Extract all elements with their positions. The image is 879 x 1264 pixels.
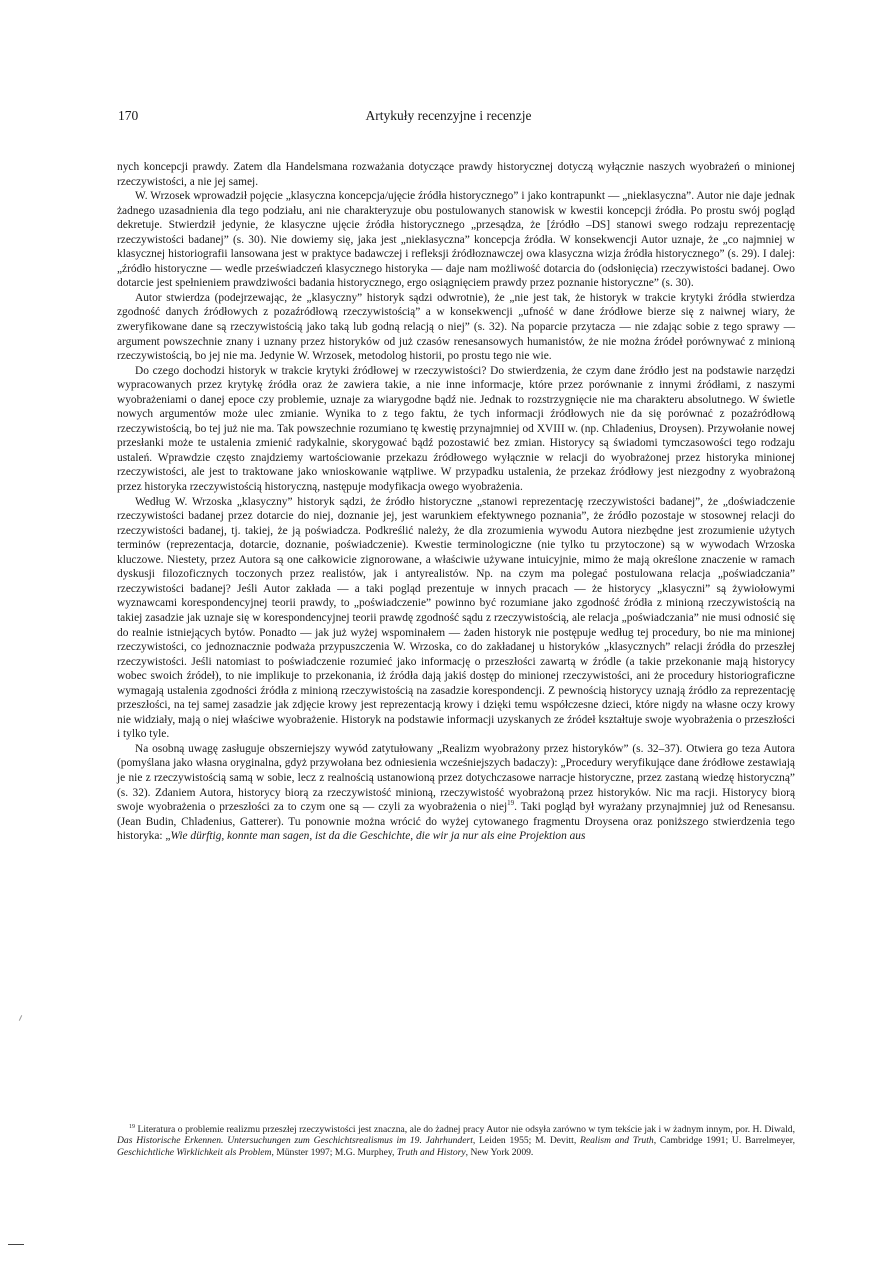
footnote-title: Realism and Truth (580, 1135, 654, 1147)
running-head: Artykuły recenzyjne i recenzje (365, 108, 532, 123)
paragraph: Do czego dochodzi historyk w trakcie krytyki źródłowej w rzeczywistości? Do stwierdzenia, że czym dane źródło jest na podstawie narzędzi wypracowanych przez krytykę źródła oraz że zawiera takie, a nie inne informacje, które przez porównanie z innymi źródłami, z naszymi wyobrażeniami o danej epoce czy problemie, uznaje za wiarygodne bądź nie. Jednak to rozstrzygnięcie nie ma charakteru absolutnego. W świetle nowych argumentów może ulec zmianie. Wynika to z tego faktu, że tych informacji źródłowych nie da się porównać z pozaźródłową rzeczywistością, bo tej już nie ma. Tak powszechnie rozumiano tę kwestię przynajmniej od XVIII w. (np. Chladenius, Droysen). Przywołanie nowej przesłanki może te ustalenia zmienić radykalnie, skorygować bądź pozostawić bez zmian. Historycy są świadomi tymczasowości tego rodzaju ustaleń. Wprawdzie często znajdziemy wartościowanie przekazu źródłowego wyłącznie w relacji do wyobrażonej przez historyka minionej rzeczywistości, ale jest to traktowane jako wnioskowanie wątpliwe. W przypadku ustalenia, że przekaz źródłowy jest niezgodny z wyobrażoną przez historyka rzeczywistością historyczną, następuje modyfikacja owego wyobrażenia. (117, 364, 795, 494)
footnote-title: Geschichtliche Wirklichkeit als Problem (117, 1146, 272, 1158)
page-header (108, 108, 789, 126)
footnote-title: Das Historische Erkennen. Untersuchungen zum Geschichtsrealismus im 19. Jahrhundert (117, 1135, 473, 1147)
margin-crop-mark (8, 1244, 24, 1245)
footnote-text: Literatura o problemie realizmu przeszłej rzeczywistości jest znaczna, ale do żadnej pracy Autor nie odsyła zarówno w tym tekście jak i w żadnym innym, por. H. Diwald, (137, 1124, 795, 1135)
footnotes (117, 1124, 795, 1158)
paragraph: Autor stwierdza (podejrzewając, że „klasyczny” historyk sądzi odwrotnie), że „nie jest tak, że historyk w trakcie krytyki źródła stwierdza zgodność danych źródłowych z pozaźródłową rzeczywistością” a w konsekwencji „ufność w dane źródłowe bierze się z naiwnej wiary, że zweryfikowane dane są rzeczywistością jako taką lub godną relacją o niej” (s. 32). Na poparcie przytacza — nie zdając sobie z tego sprawy — argument powszechnie znany i uznany przez historyków od już czasów renesansowych humanistów, że nie można źródeł porównywać z minioną rzeczywistością, bo jej nie ma. Jedynie W. Wrzosek, metodolog historii, po prostu tego nie wie. (117, 291, 795, 363)
quote-italic: Wie dürftig, konnte man sagen, ist da die Geschichte, die wir ja nur als eine Projektion aus (170, 830, 586, 843)
footnote (117, 1124, 795, 1158)
body-text (117, 160, 795, 844)
footnote-text: , Münster 1997; M.G. Murphey, (271, 1146, 397, 1158)
paragraph: nych koncepcji prawdy. Zatem dla Handelsmana rozważania dotyczące prawdy historycznej dotyczą wyłącznie naszych wyobrażeń o minionej rzeczywistości, a nie jej samej. (117, 161, 795, 188)
page-number: 170 (118, 108, 139, 123)
footnote-text: , New York 2009. (465, 1146, 534, 1158)
paragraph: W. Wrzosek wprowadził pojęcie „klasyczna koncepcja/ujęcie źródła historycznego” i jako kontrapunkt — „nieklasyczna”. Autor nie daje jednak żadnego uzasadnienia dla tego podziału, ani nie charakteryzuje obu postulowanych stanowisk w kwestii koncepcji źródła. Po prostu swój pogląd dekretuje. Stwierdził jedynie, że klasyczne ujęcie źródła historycznego „przesądza, że [źródło –DS] stanowi swego rodzaju reprezentację rzeczywistości badanej” (s. 30). Nie dowiemy się, jaka jest „nieklasyczna” koncepcja źródła. W konsekwencji Autor uznaje, że „co najmniej w klasycznej historiografii lansowana jest w praktyce badawczej i refleksji źródłoznawczej owa klasyczna wizja źródła historycznego” (s. 29). I dalej: „źródło historyczne — wedle przeświadczeń klasycznego historyka — daje nam możliwość dotarcia do (odsłonięcia) rzeczywistości badanej. Owo dotarcie jest spełnieniem prawdziwości badania historycznego, ergo osiągnięciem prawdy przez poznanie historyczne” (s. 30). (117, 190, 795, 290)
paragraph-text: Na osobną uwagę zasługuje obszerniejszy wywód zatytułowany „Realizm wyobrażony przez historyków” (s. 32–37). Otwiera go teza Autora (pomyślana jako własna oryginalna, gdyż przywołana bez odniesienia wcześniejszych badaczy): „Procedury weryfikujące dane źródłowe zestawiają je nie z rzeczywistością samą w sobie, lecz z realnością ustanowioną przez dotychczasowe narracje historyczne, przez zastaną wiedzę historyczną” (s. 32). Zdaniem Autora, historycy biorą za rzeczywistość minioną, rzeczywistość wyobrażoną przez historyków. Nic ma racji. Historycy biorą swoje wyobrażenia o przeszłości za to czym one są — czyli za wyobrażenia o niej (117, 742, 795, 814)
paragraph: Według W. Wrzoska „klasyczny” historyk sądzi, że źródło historyczne „stanowi reprezentację rzeczywistości badanej”, że „doświadczenie rzeczywistości badanej przez dotarcie do niej, doznanie jej, jest warunkiem efektywnego poznania”, że źródło pozostaje w stosownej relacji do rzeczywistości badanej, tj. takiej, że ją poświadcza. Podkreślić należy, że dla zrozumienia wywodu Autora niezbędne jest zrozumienie użytych terminów (reprezentacja, dotarcie, doznanie, poświadczenie). Kwestie terminologiczne (nie tylko tu przytoczone) są w wywodach Wrzoska kluczowe. Niestety, przez Autora są one całkowicie zignorowane, a właściwie używane intuicyjnie, mimo że mają określone znaczenie w ramach dyskusji filozoficznych toczonych przez realistów, jak i antyrealistów. Np. na czym ma polegać postulowana relacja „poświadczania” rzeczywistości badanej? Jeśli Autor zakłada — a taki pogląd prezentuje w innych pracach — że historycy „klasyczni” są żywiołowymi wyznawcami korespondencyjnej teorii prawdy, to „poświadczenie” powinno być rozumiane jako zgodność źródła z minioną rzeczywistością na takiej zasadzie jak uznaje się w korespondencyjnej teorii prawdę zgodność sądu z rzeczywistością, ale relacja „poświadczania” nie musi odnosić się do realnie istniejących bytów. Ponadto — jak już wyżej wspominałem — żaden historyk nie postępuje według tej procedury, bo nie ma minionej rzeczywistości, co jednoznacznie podważa przypuszczenia W. Wrzoska, co do zakładanej u historyków „klasycznych” relacji źródła do przeszłej rzeczywistości. Jeśli natomiast to poświadczenie rozumieć jako informację o przeszłości zawartą w źródle (a takie przekonanie mają historycy wobec swoich źródeł), to nie implikuje to przekonania, iż źródła dają jakiś dostęp do minionej rzeczywistości, ani że procedury historiograficzne wymagają ustalenia zgodności źródła z minioną rzeczywistością na zasadzie korespondencji. Z pewnością historycy uznają źródło za reprezentację przeszłości, na tej samej zasadzie jak zdjęcie krowy jest reprezentacją krowy i dzięki temu współczesne dzieci, które nigdy na własne oczy krowy nie widziały, mają o niej właściwe wyobrażenie. Historyk na podstawie informacji uzyskanych ze źródeł kształtuje swoje wyobrażenia o przeszłości i tylko tyle. (117, 495, 795, 741)
footnote-number: 19 (129, 1123, 135, 1130)
margin-stray-mark (19, 1015, 22, 1021)
footnote-text: , Cambridge 1991; U. Barrelmeyer, (653, 1135, 795, 1147)
paragraph-last (117, 742, 795, 844)
footnote-title: Truth and History (396, 1146, 466, 1158)
footnote-text: , Leiden 1955; M. Devitt, (472, 1135, 581, 1147)
paragraph-text: . Taki pogląd był wyrażany przynajmniej już od Renesansu. (Jean Budin, Chladenius, Gatterer). Tu ponownie można wrócić do wyżej cytowanego fragmentu Droysena oraz poniższego stwierdzenia tego historyka: „ (117, 801, 796, 843)
footnote-ref[interactable]: 19 (507, 799, 515, 808)
